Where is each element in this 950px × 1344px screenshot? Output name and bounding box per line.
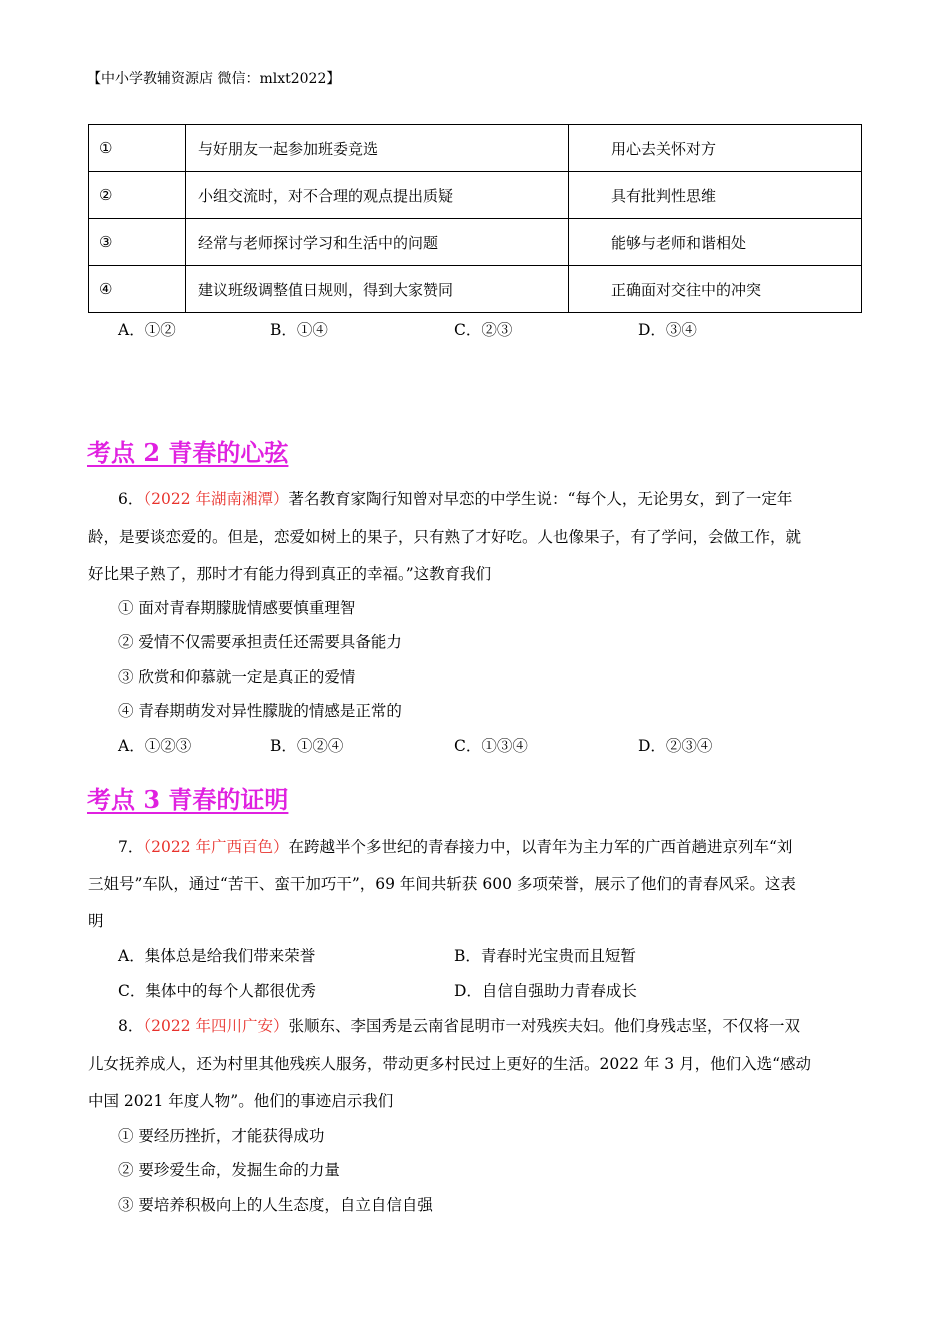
section-title: 考点 3 青春的证明 [87,785,289,814]
row-number: ③ [89,219,186,266]
row-action: 与好朋友一起参加班委竞选 [186,125,569,172]
question-text: 在跨越半个多世纪的青春接力中，以青年为主力军的广西首趟进京列车“刘 [288,838,793,856]
question-6-item: ③ 欣赏和仰慕就一定是真正的爱情 [118,668,356,686]
question-8-item: ③ 要培养积极向上的人生态度，自立自信自强 [118,1196,433,1214]
q6-option-c: C．①③④ [454,737,528,755]
q5-option-d: D．③④ [638,321,697,339]
q7-option-a: A．集体总是给我们带来荣誉 [118,947,316,965]
question-6-line-1 [118,489,792,509]
question-number: 7． [118,838,144,856]
question-8-line-2: 儿女抚养成人，还为村里其他残疾人服务，带动更多村民过上更好的生活。2022 年 3 月，他们入选“感动 [88,1055,812,1073]
q7-option-b: B．青春时光宝贵而且短暂 [454,947,636,965]
question-6-line-3: 好比果子熟了，那时才有能力得到真正的幸福。”这教育我们 [88,565,492,583]
table-row [89,125,862,172]
table-row [89,266,862,313]
question-source: （2022 年广西百色） [143,838,289,856]
question-8-item: ② 要珍爱生命，发掘生命的力量 [118,1161,340,1179]
q5-option-c: C．②③ [454,321,513,339]
q6-option-d: D．②③④ [638,737,713,755]
table-row [89,219,862,266]
row-action: 小组交流时，对不合理的观点提出质疑 [186,172,569,219]
row-action: 建议班级调整值日规则，得到大家赞同 [186,266,569,313]
row-meaning: 能够与老师和谐相处 [569,219,862,266]
q6-option-b: B．①②④ [270,737,344,755]
question-6-item: ② 爱情不仅需要承担责任还需要具备能力 [118,633,402,651]
row-meaning: 正确面对交往中的冲突 [569,266,862,313]
question-source: （2022 年四川广安） [143,1017,289,1035]
question-source: （2022 年湖南湘潭） [143,490,289,508]
page-header: 【中小学教辅资源店 微信：mlxt2022】 [87,71,341,87]
question-text: 张顺东、李国秀是云南省昆明市一对残疾夫妇。他们身残志坚，不仅将一双 [288,1017,801,1035]
row-number: ② [89,172,186,219]
section-title: 考点 2 青春的心弦 [87,438,289,467]
question-7-line-1 [118,837,792,857]
question-7-line-2: 三姐号”车队，通过“苦干、蛮干加巧干”，69 年间共斩获 600 多项荣誉，展示了他们的青春风采。这表 [88,875,796,893]
question-8-line-3: 中国 2021 年度人物”。他们的事迹启示我们 [88,1092,394,1110]
row-meaning: 用心去关怀对方 [569,125,862,172]
question-number: 6． [118,490,144,508]
question-6-item: ① 面对青春期朦胧情感要慎重理智 [118,599,356,617]
q5-option-a: A．①② [118,321,176,339]
question-text: 著名教育家陶行知曾对早恋的中学生说：“每个人，无论男女，到了一定年 [288,490,793,508]
row-number: ④ [89,266,186,313]
question-number: 8． [118,1017,144,1035]
q7-option-c: C．集体中的每个人都很优秀 [118,982,316,1000]
table-row [89,172,862,219]
question-6-line-2: 龄，是要谈恋爱的。但是，恋爱如树上的果子，只有熟了才好吃。人也像果子，有了学问，会做工作，就 [88,528,802,546]
question-7-line-3: 明 [88,912,104,930]
question-8-line-1 [118,1016,800,1036]
row-meaning: 具有批判性思维 [569,172,862,219]
row-number: ① [89,125,186,172]
q5-option-b: B．①④ [270,321,328,339]
question-8-item: ① 要经历挫折，才能获得成功 [118,1127,325,1145]
question-table [88,124,862,313]
q7-option-d: D．自信自强助力青春成长 [454,982,637,1000]
question-6-item: ④ 青春期萌发对异性朦胧的情感是正常的 [118,702,402,720]
q6-option-a: A．①②③ [118,737,192,755]
row-action: 经常与老师探讨学习和生活中的问题 [186,219,569,266]
